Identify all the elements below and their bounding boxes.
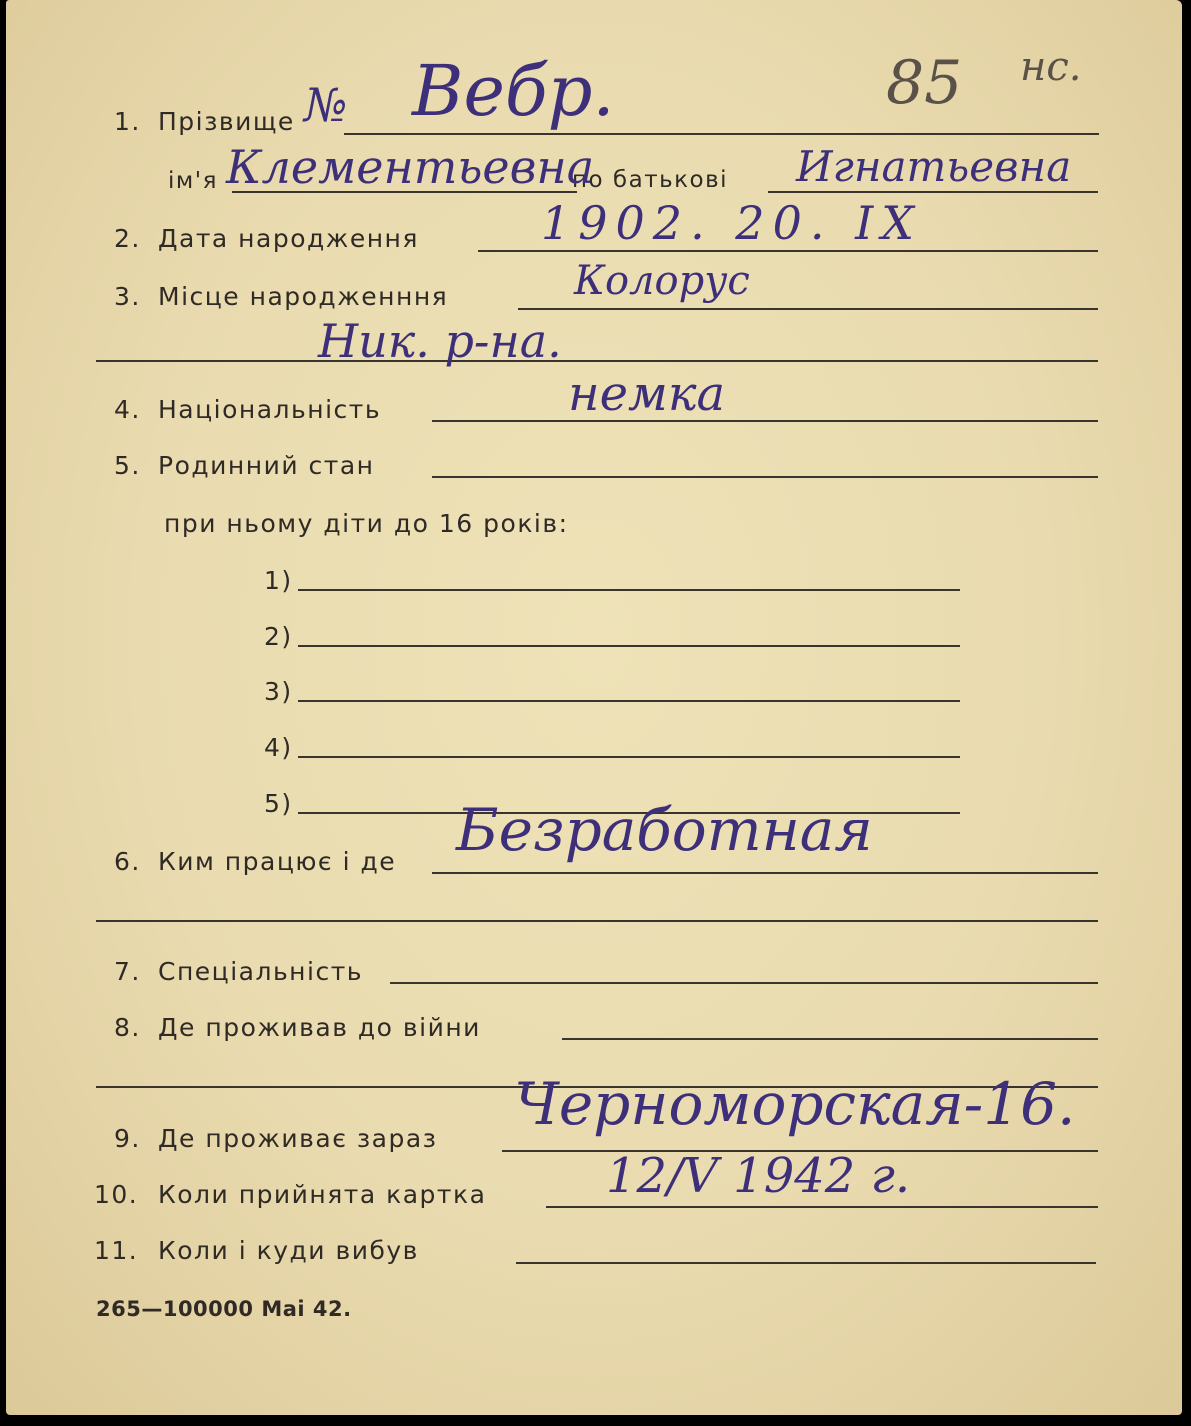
marital-status-label: Родинний стан: [158, 451, 375, 480]
birth-place-label: Місце народженння: [158, 282, 449, 311]
patronymic-label: по батькові: [572, 167, 729, 193]
corner-number-handwritten: 85: [886, 48, 963, 118]
field-6-number: 6.: [114, 847, 141, 876]
work-line: [432, 872, 1098, 874]
child-5-number: 5): [264, 789, 293, 818]
marital-status-line: [432, 476, 1098, 478]
prewar-residence-line: [562, 1038, 1098, 1040]
birth-place-line-2: [96, 360, 1098, 362]
nationality-handwritten: немка: [568, 366, 726, 422]
birth-place-handwritten: Колорус: [574, 258, 750, 304]
surname-label: Прізвище: [158, 107, 295, 136]
corner-suffix-handwritten: нс.: [1020, 44, 1082, 90]
registration-card: [6, 0, 1182, 1415]
child-1-line: [298, 589, 960, 591]
surname-handwritten: Вебр.: [412, 50, 615, 132]
child-4-number: 4): [264, 733, 293, 762]
card-date-line: [546, 1206, 1098, 1208]
work-handwritten: Безработная: [456, 796, 873, 864]
surname-line: [344, 133, 1099, 135]
birth-date-handwritten: 1902. 20. IX: [541, 196, 923, 250]
field-10-number: 10.: [94, 1180, 139, 1209]
birth-date-label: Дата народження: [158, 224, 419, 253]
prewar-residence-label: Де проживав до війни: [158, 1013, 481, 1042]
address-handwritten: Черноморская-16.: [514, 1070, 1076, 1138]
field-8-number: 8.: [114, 1013, 141, 1042]
field-9-number: 9.: [114, 1124, 141, 1153]
field-2-number: 2.: [114, 224, 141, 253]
child-4-line: [298, 756, 960, 758]
current-residence-label: Де проживає зараз: [158, 1124, 438, 1153]
child-3-number: 3): [264, 677, 293, 706]
print-code: 265—100000 Mai 42.: [96, 1297, 352, 1321]
birth-region-handwritten: Ник. р-на.: [318, 314, 562, 368]
work-line-2: [96, 920, 1098, 922]
field-5-number: 5.: [114, 451, 141, 480]
departure-line: [516, 1262, 1096, 1264]
nationality-line: [432, 420, 1098, 422]
patronymic-handwritten: Игнатьевна: [796, 142, 1072, 191]
field-3-number: 3.: [114, 282, 141, 311]
first-name-handwritten: Клементьевна: [226, 140, 595, 194]
departure-label: Коли і куди вибув: [158, 1236, 419, 1265]
patronymic-line: [768, 191, 1098, 193]
children-label: при ньому діти до 16 років:: [164, 509, 569, 538]
birth-date-line: [478, 250, 1098, 252]
name-label: ім'я: [168, 168, 218, 194]
field-7-number: 7.: [114, 957, 141, 986]
nationality-label: Національність: [158, 395, 382, 424]
card-date-label: Коли прийнята картка: [158, 1180, 487, 1209]
field-11-number: 11.: [94, 1236, 139, 1265]
card-date-handwritten: 12/V 1942 г.: [606, 1148, 911, 1204]
speciality-label: Спеціальність: [158, 957, 364, 986]
speciality-line: [390, 982, 1098, 984]
work-label: Ким працює і де: [158, 847, 397, 876]
child-2-number: 2): [264, 622, 293, 651]
surname-prefix-handwritten: №: [304, 78, 348, 132]
child-2-line: [298, 645, 960, 647]
field-4-number: 4.: [114, 395, 141, 424]
child-3-line: [298, 700, 960, 702]
child-1-number: 1): [264, 566, 293, 595]
birth-place-line: [518, 308, 1098, 310]
field-1-number: 1.: [114, 107, 141, 136]
